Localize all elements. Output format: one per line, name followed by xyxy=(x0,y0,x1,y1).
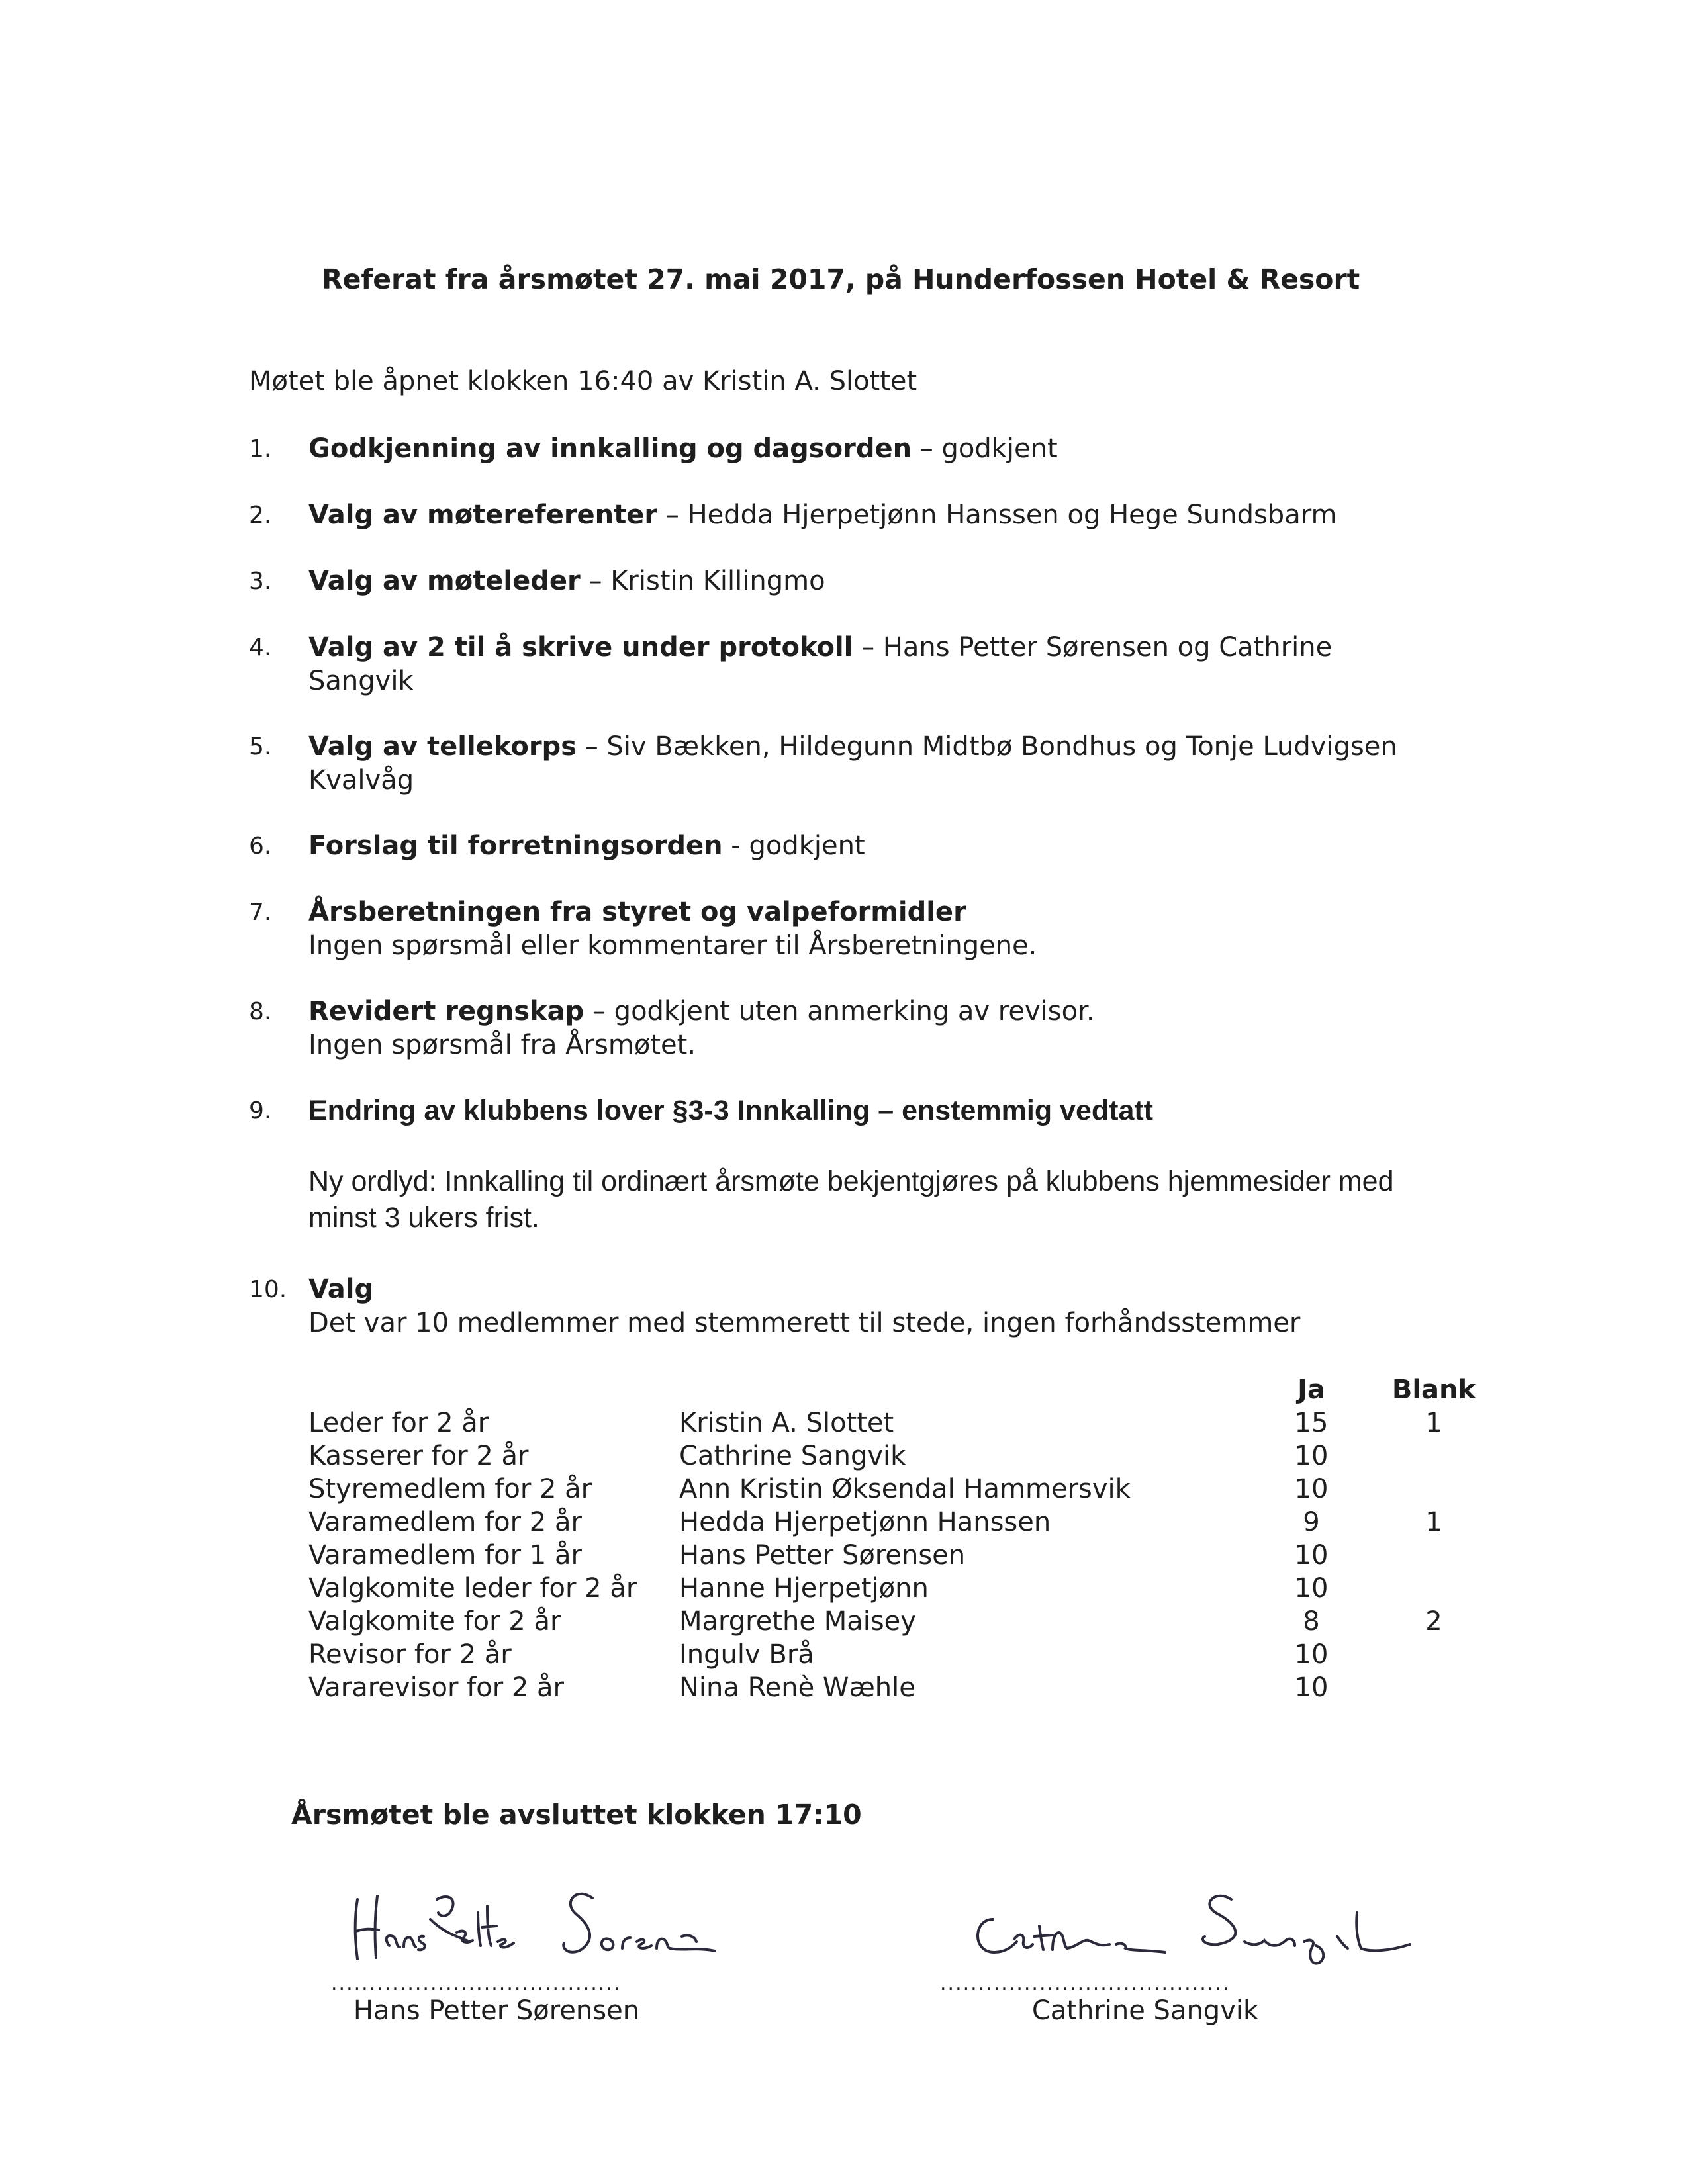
blank-cell xyxy=(1368,1439,1500,1473)
item-number: 5. xyxy=(249,733,272,760)
signatory-name-1: Hans Petter Sørensen xyxy=(353,1995,640,2026)
name-cell: Hedda Hjerpetjønn Hanssen xyxy=(679,1507,1051,1537)
item-heading: Valg av 2 til å skrive under protokoll xyxy=(308,632,853,662)
role-cell: Varamedlem for 2 år xyxy=(308,1507,582,1537)
item-text: – godkjent xyxy=(912,433,1058,464)
header-name xyxy=(679,1373,1255,1406)
role-cell: Valgkomite leder for 2 år xyxy=(308,1573,637,1604)
page-title: Referat fra årsmøtet 27. mai 2017, på Hunderfossen Hotel & Resort xyxy=(322,263,1360,295)
item-text: – Kristin Killingmo xyxy=(580,566,825,596)
ja-cell: 10 xyxy=(1294,1540,1329,1570)
agenda-item-5 xyxy=(249,730,1414,797)
table-row xyxy=(308,1572,1500,1605)
table-row xyxy=(308,1473,1500,1506)
item-number: 4. xyxy=(249,634,272,661)
name-cell: Hanne Hjerpetjønn xyxy=(679,1573,929,1604)
signature-line-1: ...................................... xyxy=(331,1972,622,1995)
table-row xyxy=(308,1406,1500,1439)
agenda-item-3 xyxy=(249,565,1414,598)
item-text: – Hedda Hjerpetjønn Hanssen og Hege Sundsbarm xyxy=(657,500,1337,530)
agenda-item-7 xyxy=(249,895,1414,963)
item-heading: Årsberetningen fra styret og valpeformidler xyxy=(308,897,966,927)
name-cell: Ann Kristin Øksendal Hammersvik xyxy=(679,1474,1131,1504)
blank-cell xyxy=(1368,1638,1500,1671)
ja-cell: 9 xyxy=(1303,1507,1320,1537)
table-row xyxy=(308,1638,1500,1671)
item-heading: Godkjenning av innkalling og dagsorden xyxy=(308,433,912,464)
agenda-item-8 xyxy=(249,995,1414,1062)
name-cell: Hans Petter Sørensen xyxy=(679,1540,966,1570)
role-cell: Styremedlem for 2 år xyxy=(308,1474,592,1504)
item-text: – godkjent uten anmerking av revisor. xyxy=(584,996,1095,1026)
name-cell: Cathrine Sangvik xyxy=(679,1441,906,1471)
header-ja: Ja xyxy=(1297,1375,1325,1405)
item-heading: Endring av klubbens lover §3-3 Innkalling – enstemmig vedtatt xyxy=(308,1095,1153,1126)
item-text: - godkjent xyxy=(722,831,865,861)
blank-cell xyxy=(1368,1539,1500,1572)
item-number: 6. xyxy=(249,833,272,860)
role-cell: Varamedlem for 1 år xyxy=(308,1540,582,1570)
blank-cell xyxy=(1368,1572,1500,1605)
header-blank: Blank xyxy=(1391,1375,1476,1405)
item-number: 7. xyxy=(249,899,272,926)
handwritten-signature-2 xyxy=(953,1873,1430,1972)
agenda-item-9 xyxy=(249,1094,1414,1128)
ja-cell: 10 xyxy=(1294,1672,1329,1703)
agenda-item-6 xyxy=(249,829,1414,863)
item-heading: Valg av møtereferenter xyxy=(308,500,658,530)
name-cell: Ingulv Brå xyxy=(679,1639,814,1670)
item-number: 3. xyxy=(249,568,272,595)
item-text: – Hans Petter Sørensen og Cathrine Sangvik xyxy=(308,632,1333,696)
signature-line-2: ...................................... xyxy=(940,1972,1231,1995)
opening-line: Møtet ble åpnet klokken 16:40 av Kristin A. Slottet xyxy=(249,366,917,396)
item-heading: Revidert regnskap xyxy=(308,996,585,1026)
ja-cell: 10 xyxy=(1294,1441,1329,1471)
agenda-item-4 xyxy=(249,631,1414,698)
role-cell: Revisor for 2 år xyxy=(308,1639,512,1670)
item-number: 8. xyxy=(249,998,272,1025)
ja-cell: 10 xyxy=(1294,1474,1329,1504)
role-cell: Valgkomite for 2 år xyxy=(308,1606,561,1637)
signature-block-1 xyxy=(331,1873,794,2025)
ja-cell: 10 xyxy=(1294,1573,1329,1604)
ja-cell: 15 xyxy=(1294,1408,1329,1438)
role-cell: Leder for 2 år xyxy=(308,1408,489,1438)
item-number: 9. xyxy=(249,1097,272,1124)
signature-block-2 xyxy=(940,1873,1417,2026)
blank-cell: 1 xyxy=(1425,1408,1442,1438)
blank-cell: 1 xyxy=(1425,1507,1442,1537)
item-text: Ingen spørsmål eller kommentarer til Årsberetningene. xyxy=(308,931,1037,961)
name-cell: Kristin A. Slottet xyxy=(679,1408,894,1438)
table-row xyxy=(308,1671,1500,1704)
item-heading: Valg av tellekorps xyxy=(308,731,577,762)
table-row xyxy=(308,1506,1500,1539)
table-header-row xyxy=(308,1373,1500,1406)
item-heading: Valg xyxy=(308,1274,374,1304)
blank-cell xyxy=(1368,1473,1500,1506)
table-row xyxy=(308,1439,1500,1473)
agenda-item-1 xyxy=(249,432,1414,466)
role-cell: Kasserer for 2 år xyxy=(308,1441,529,1471)
item-heading: Valg av møteleder xyxy=(308,566,581,596)
blank-cell: 2 xyxy=(1425,1606,1442,1637)
election-results-table xyxy=(308,1373,1500,1704)
item-number: 1. xyxy=(249,435,272,463)
closing-line: Årsmøtet ble avsluttet klokken 17:10 xyxy=(291,1799,862,1831)
item-text: – Siv Bækken, Hildegunn Midtbø Bondhus og Tonje Ludvigsen Kvalvåg xyxy=(308,731,1397,796)
ja-cell: 10 xyxy=(1294,1639,1329,1670)
ja-cell: 8 xyxy=(1303,1606,1320,1637)
agenda-item-10 xyxy=(249,1273,1414,1340)
table-row xyxy=(308,1539,1500,1572)
signatory-name-2: Cathrine Sangvik xyxy=(1031,1995,1259,2026)
amendment-paragraph: Ny ordlyd: Innkalling til ordinært årsmøte bekjentgjøres på klubbens hjemmesider med minst 3 ukers frist. xyxy=(308,1165,1394,1234)
item-text: Det var 10 medlemmer med stemmerett til stede, ingen forhåndsstemmer xyxy=(308,1308,1301,1338)
item-heading: Forslag til forretningsorden xyxy=(308,831,723,861)
item-number: 10. xyxy=(249,1276,287,1303)
role-cell: Vararevisor for 2 år xyxy=(308,1672,564,1703)
item-number: 2. xyxy=(249,502,272,529)
item-text-line2: Ingen spørsmål fra Årsmøtet. xyxy=(308,1030,696,1060)
handwritten-signature-1 xyxy=(331,1873,794,1972)
agenda-item-2 xyxy=(249,498,1414,532)
name-cell: Margrethe Maisey xyxy=(679,1606,916,1637)
table-row xyxy=(308,1605,1500,1638)
name-cell: Nina Renè Wæhle xyxy=(679,1672,915,1703)
blank-cell xyxy=(1368,1671,1500,1704)
header-role xyxy=(308,1373,679,1406)
